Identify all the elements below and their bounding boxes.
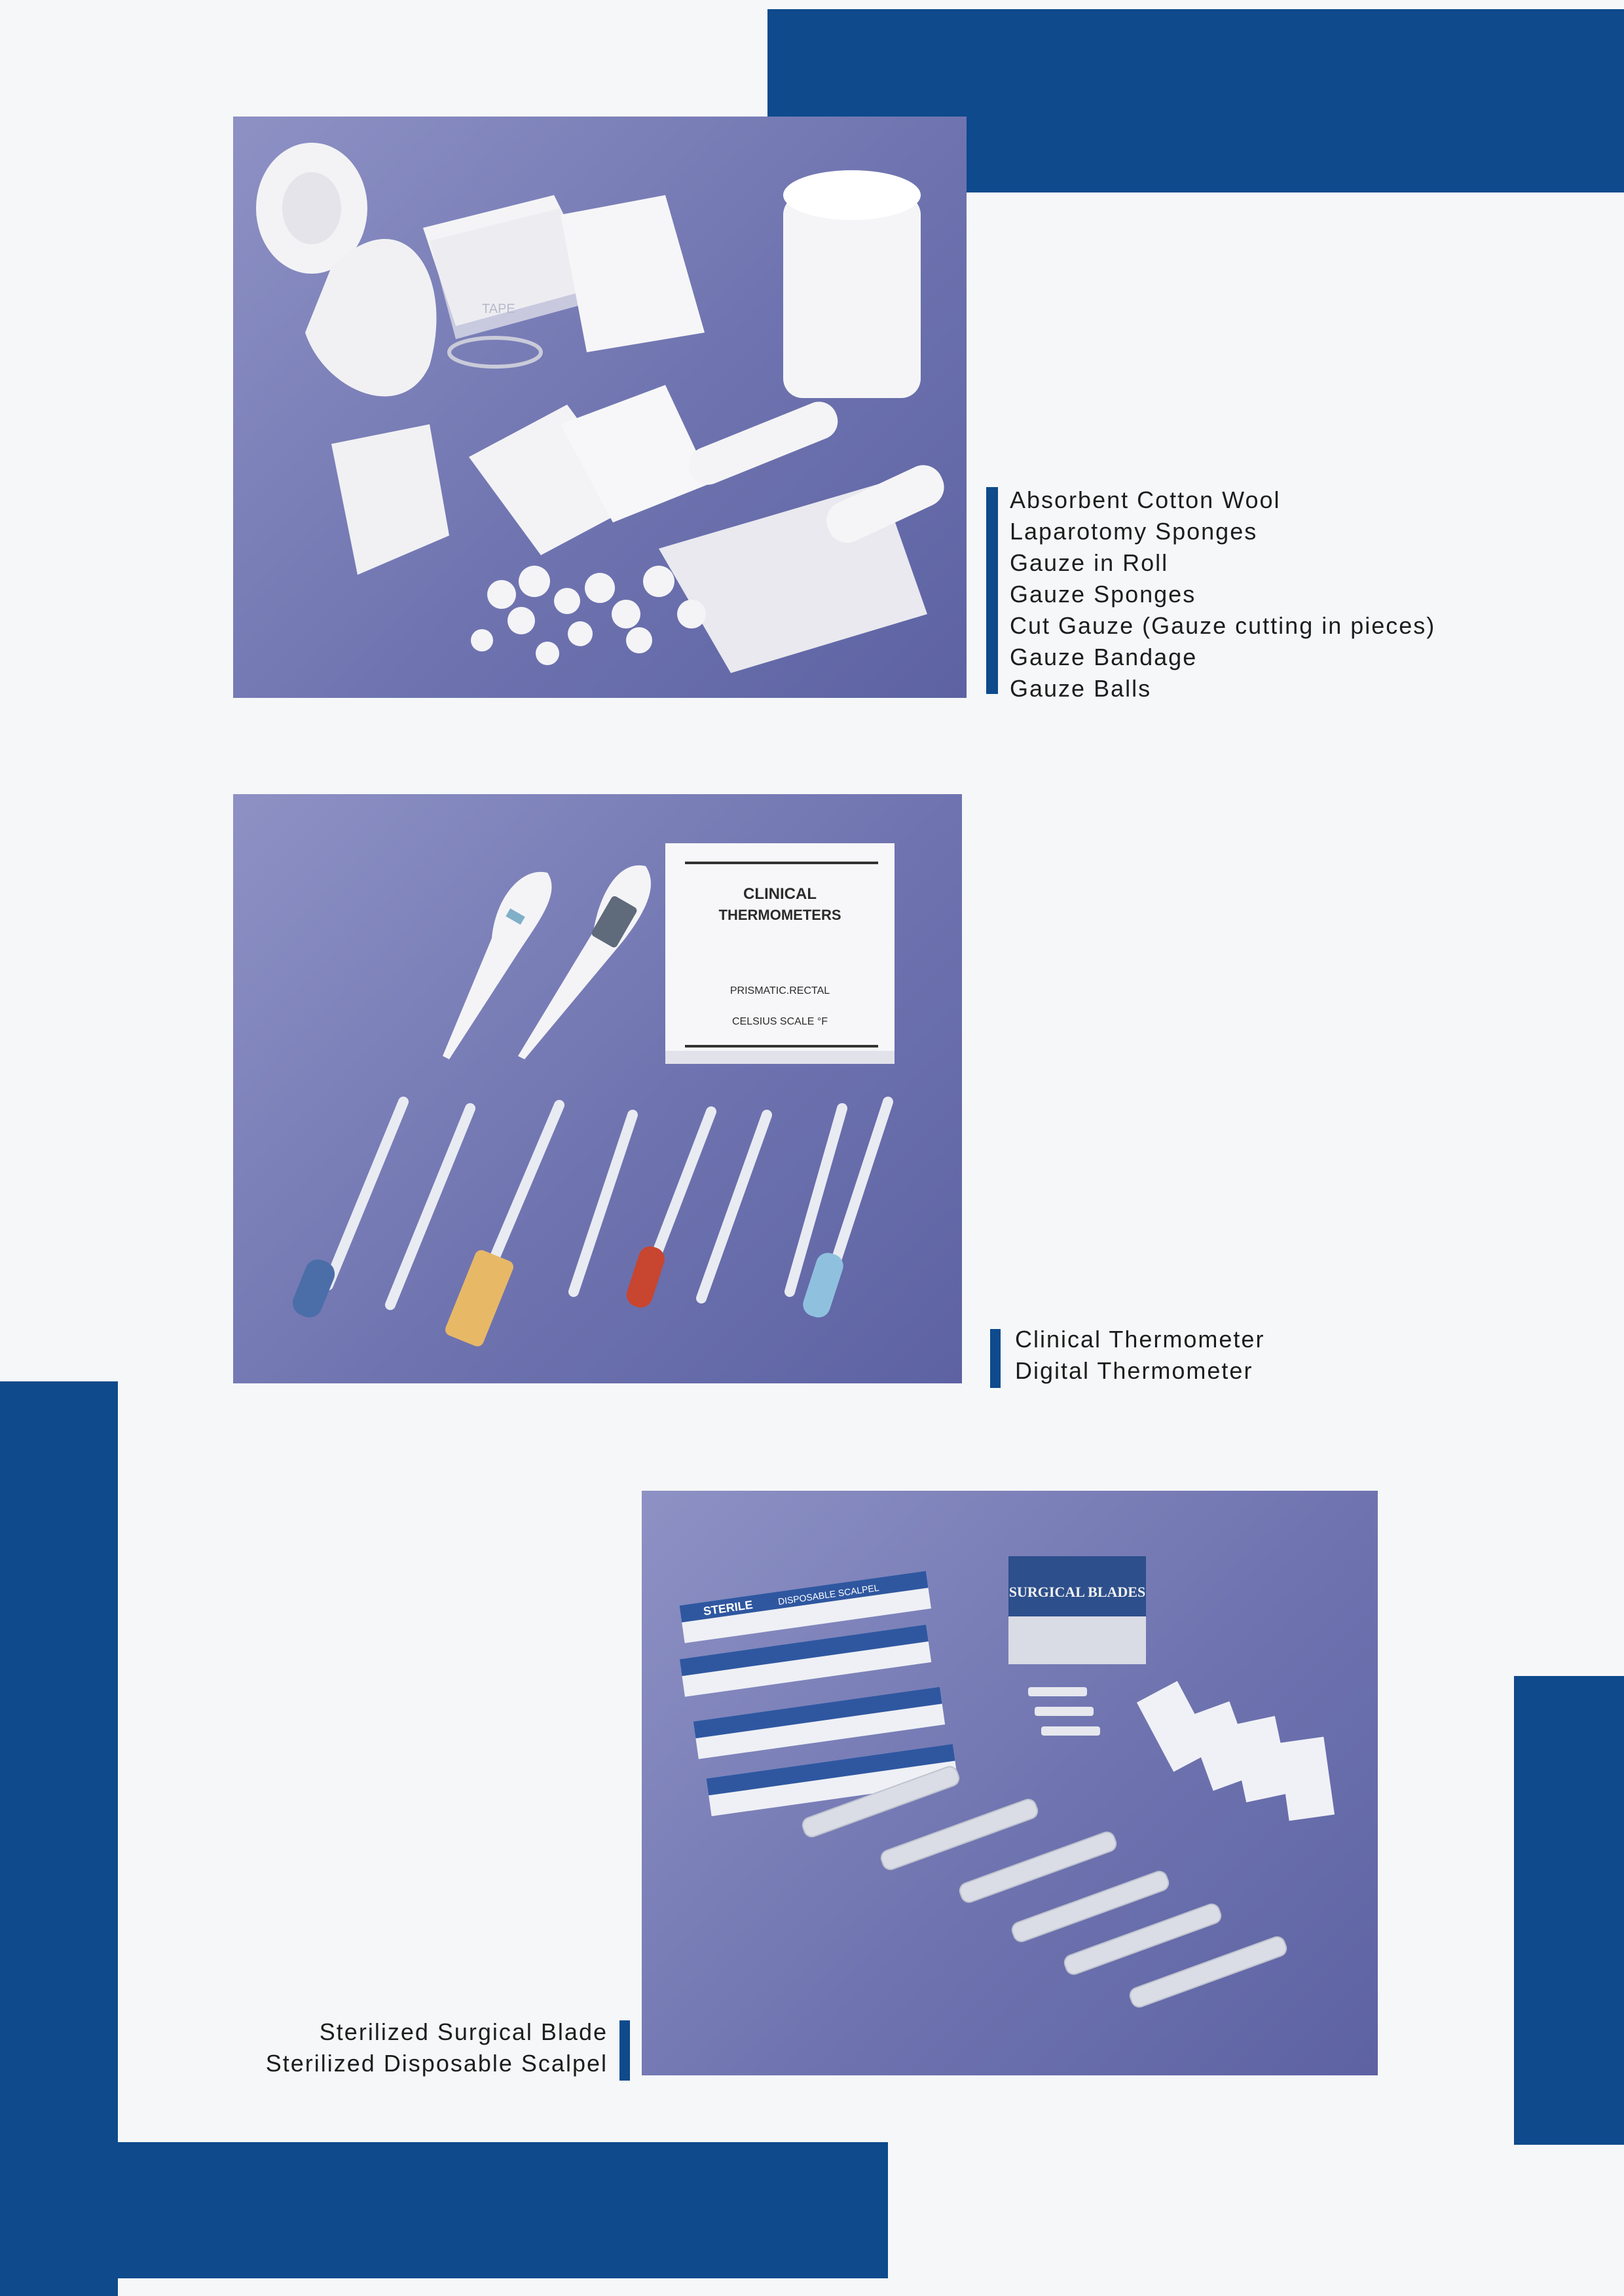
decorative-band-left xyxy=(0,1381,118,2296)
caption-line: Laparotomy Sponges xyxy=(1010,518,1258,545)
surgical-blades-photo xyxy=(642,1491,1378,2075)
caption-thermometers xyxy=(990,1324,1331,1394)
caption-lines xyxy=(266,2016,608,2079)
cotton-gauze-photo xyxy=(233,117,967,698)
caption-line: Sterilized Disposable Scalpel xyxy=(265,2050,608,2077)
surgical-blades-illustration xyxy=(642,1491,1378,2075)
decorative-band-right xyxy=(1514,1676,1624,2145)
caption-line: Absorbent Cotton Wool xyxy=(1010,486,1281,513)
caption-accent-bar xyxy=(990,1329,1001,1388)
caption-line: Cut Gauze (Gauze cutting in pieces) xyxy=(1010,612,1436,639)
tape-label: TAPE xyxy=(482,302,515,316)
caption-line: Sterilized Surgical Blade xyxy=(319,2018,608,2045)
caption-line: Clinical Thermometer xyxy=(1015,1326,1265,1353)
thermometer-box xyxy=(665,843,895,1064)
caption-accent-bar xyxy=(986,487,998,694)
box-title-line1: CLINICAL xyxy=(743,885,817,903)
box-line4: CELSIUS SCALE °F xyxy=(732,1016,828,1027)
cotton-gauze-illustration xyxy=(233,117,967,698)
box-line3: PRISMATIC.RECTAL xyxy=(729,985,830,996)
caption-line: Gauze Bandage xyxy=(1010,644,1198,670)
pack-label-sterile: STERILE xyxy=(702,1597,754,1618)
box-label: SURGICAL BLADES xyxy=(1008,1584,1146,1600)
caption-cotton-gauze xyxy=(986,484,1497,701)
caption-accent-bar xyxy=(619,2020,630,2081)
surgical-blades-box xyxy=(1008,1556,1146,1664)
pack-label-scalpel: DISPOSABLE SCALPEL xyxy=(777,1582,880,1607)
caption-lines xyxy=(1010,484,1435,704)
thermometers-illustration xyxy=(233,794,962,1383)
thermometers-photo xyxy=(233,794,962,1383)
caption-line: Gauze in Roll xyxy=(1010,549,1169,576)
decorative-band-bottom xyxy=(118,2142,888,2278)
caption-line: Gauze Sponges xyxy=(1010,581,1196,608)
caption-lines xyxy=(1015,1324,1264,1387)
caption-surgical-blades xyxy=(249,2016,630,2087)
caption-line: Digital Thermometer xyxy=(1015,1357,1253,1384)
caption-line: Gauze Balls xyxy=(1010,675,1152,702)
box-title-line2: THERMOMETERS xyxy=(718,907,841,923)
